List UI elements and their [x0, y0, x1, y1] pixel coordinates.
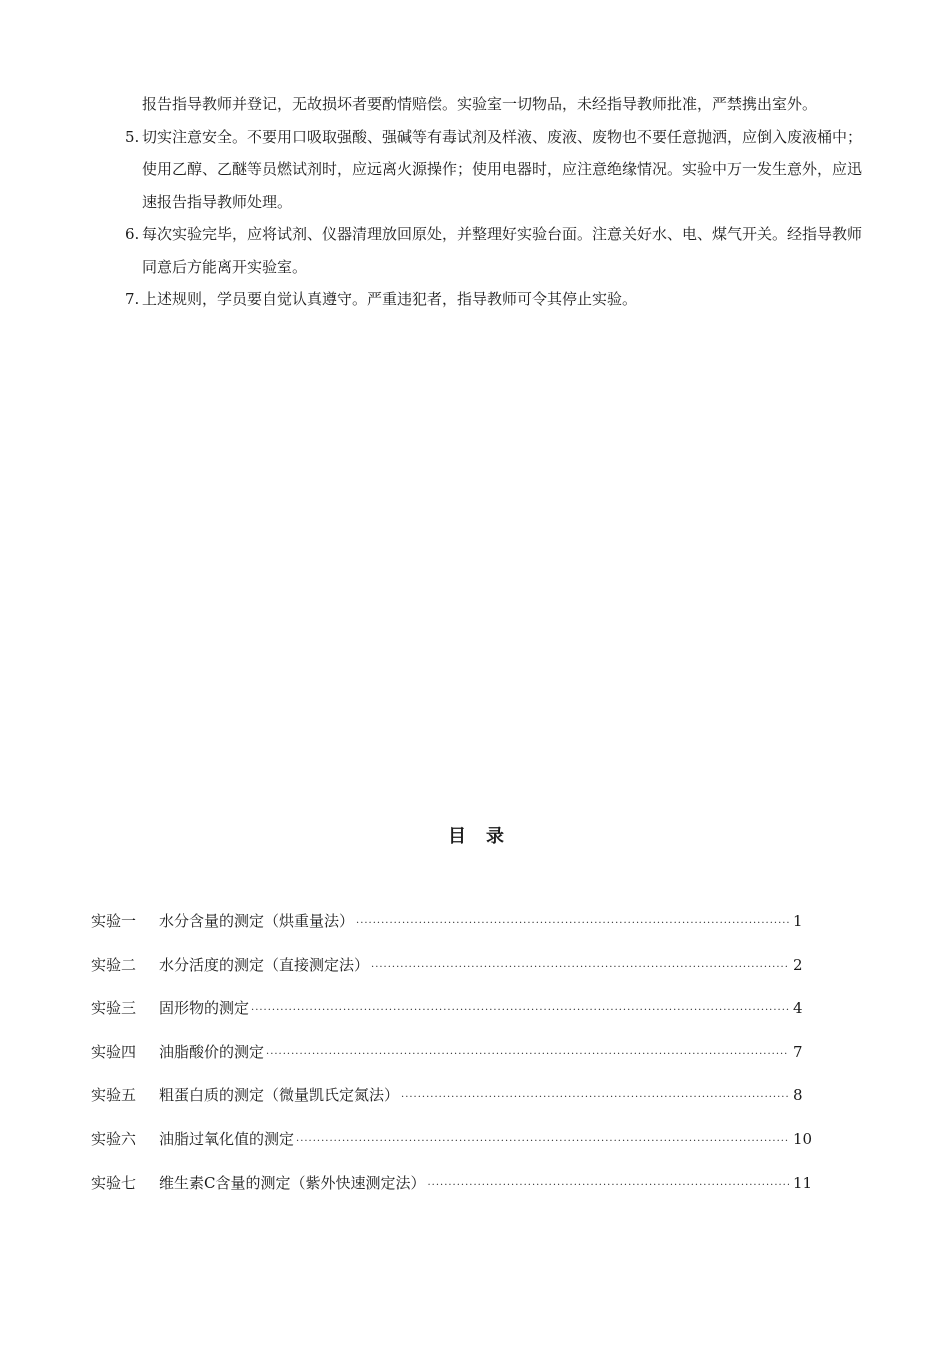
toc-leader-dots	[427, 1171, 789, 1201]
toc-entry-number: 实验三	[91, 999, 137, 1018]
rule-item-7	[125, 283, 870, 316]
toc-entry-number: 实验一	[91, 912, 137, 930]
toc-entry[interactable]	[91, 906, 811, 950]
toc-entry-title: 固形物的测定	[159, 999, 250, 1018]
toc-leader-dots	[266, 1040, 789, 1070]
toc-entry-number: 实验五	[91, 1086, 137, 1105]
toc-entry-title: 水分含量的测定（烘重量法）	[159, 912, 355, 930]
rule-item-5	[125, 121, 870, 219]
toc-title: 目录	[448, 826, 524, 847]
toc-entry[interactable]	[91, 1080, 811, 1124]
lab-rules-section	[125, 88, 870, 316]
toc-entry-title: 维生素C含量的测定（紫外快速测定法）	[159, 1173, 426, 1192]
rule-continuation-text: 报告指导教师并登记，无故损坏者要酌情赔偿。实验室一切物品，未经指导教师批准，严禁携出室外。	[142, 95, 818, 113]
toc-entry-page: 1	[793, 912, 803, 930]
toc-entry-page: 8	[793, 1086, 803, 1105]
rule-number: 6.	[125, 225, 140, 243]
toc-entry[interactable]	[91, 950, 811, 994]
toc-entry-page: 10	[793, 1129, 813, 1148]
table-of-contents	[91, 906, 811, 1211]
rule-text: 切实注意安全。不要用口吸取强酸、强碱等有毒试剂及样液、废液、废物也不要任意抛洒，应倒入废液桶中；使用乙醇、乙醚等员燃试剂时，应远离火源操作；使用电器时，应注意绝缘情况。实验中万一发生意外，应迅速报告指导教师处理。	[142, 127, 863, 211]
toc-leader-dots	[356, 909, 789, 939]
toc-leader-dots	[296, 1127, 789, 1157]
toc-entry-page: 4	[793, 999, 803, 1018]
toc-entry-number: 实验七	[91, 1173, 137, 1192]
toc-entry[interactable]	[91, 1168, 811, 1212]
toc-entry-title: 油脂酸价的测定	[159, 1042, 265, 1061]
rule-text: 上述规则，学员要自觉认真遵守。严重违犯者，指导教师可令其停止实验。	[142, 290, 638, 308]
toc-entry-page: 7	[793, 1042, 803, 1061]
toc-leader-dots	[371, 953, 789, 983]
toc-entry-number: 实验二	[91, 955, 137, 974]
toc-entry-number: 实验六	[91, 1129, 137, 1148]
toc-entry-page: 11	[793, 1173, 813, 1192]
toc-entry[interactable]	[91, 1124, 811, 1168]
toc-entry-page: 2	[793, 955, 803, 974]
toc-entry-title: 粗蛋白质的测定（微量凯氏定氮法）	[159, 1086, 400, 1105]
rule-item-6	[125, 218, 870, 283]
toc-entry-number: 实验四	[91, 1042, 137, 1061]
rule-number: 7.	[125, 290, 140, 308]
rule-text: 每次实验完毕，应将试剂、仪器清理放回原处，并整理好实验台面。注意关好水、电、煤气开关。经指导教师同意后方能离开实验室。	[142, 225, 863, 276]
toc-leader-dots	[251, 996, 789, 1026]
toc-entry-title: 水分活度的测定（直接测定法）	[159, 955, 370, 974]
toc-entry-title: 油脂过氧化值的测定	[159, 1129, 295, 1148]
rule-number: 5.	[125, 127, 140, 146]
toc-entry[interactable]	[91, 1037, 811, 1081]
toc-leader-dots	[401, 1083, 789, 1113]
toc-entry[interactable]	[91, 993, 811, 1037]
